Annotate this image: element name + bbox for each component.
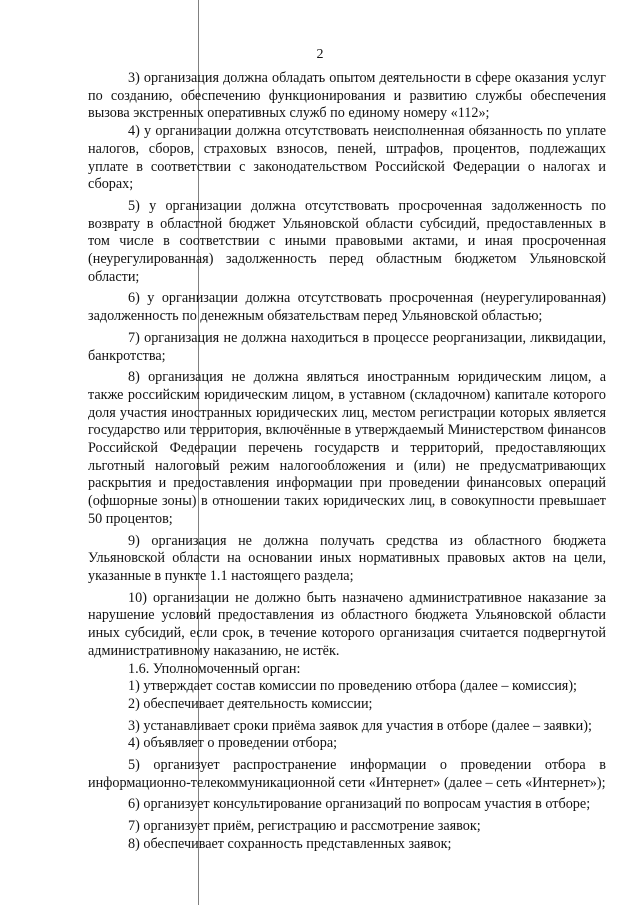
paragraph-item-7: 7) организация не должна находиться в процессе реорганизации, ликвидации, банкротства; bbox=[88, 329, 606, 364]
authority-item-2: 2) обеспечивает деятельность комиссии; bbox=[128, 695, 373, 712]
authority-item-5: 5) организует распространение информации о проведении отбора в информационно-телекоммуникационной сети «Интернет» (далее – сеть «Интернет»); bbox=[88, 757, 606, 791]
section-heading-1-6: 1.6. Уполномоченный орган: bbox=[128, 660, 301, 677]
paragraph-item-3: 3) организация должна обладать опытом деятельности в сфере оказания услуг по созданию, обеспечению функционирования и развитию службы обеспечения вызова экстренных оперативных служб по единому номеру «112»; bbox=[88, 70, 606, 122]
paragraph-item-9: 9) организация не должна получать средства из областного бюджета Ульяновской области на основании иных нормативных правовых актов на цели, указанные в пункте 1.1 настоящего раздела; bbox=[88, 532, 606, 584]
paragraph-item-10: 10) организации не должно быть назначено административное наказание за нарушение условий предоставления из областного бюджета Ульяновской области иных субсидий, если срок, в течение которого организация считается подвергнутой административному наказанию, не истёк. bbox=[88, 589, 606, 659]
authority-item-4: 4) объявляет о проведении отбора; bbox=[128, 735, 338, 752]
authority-item-1: 1) утверждает состав комиссии по проведению отбора (далее – комиссия); bbox=[128, 678, 577, 695]
paragraph-item-8: 8) организация не должна являться иностранным юридическим лицом, а также российским юридическим лицом, в уставном (складочном) капитале которого доля участия иностранных юридических лиц, местом регистрации которых является государство или территория, включённые в утверждаемый Министерством финансов Российской Федерации перечень государств и территорий, предоставляющих льготный налоговый режим налогообложения и (или) не предусматривающих раскрытия и предоставления информации при проведении финансовых операций (офшорные зоны) в отношении таких юридических лиц, в совокупности превышает 50 процентов; bbox=[88, 369, 606, 527]
page-number: 2 bbox=[316, 47, 324, 62]
authority-item-8: 8) обеспечивает сохранность представленных заявок; bbox=[128, 835, 452, 852]
authority-item-7: 7) организует приём, регистрацию и рассмотрение заявок; bbox=[128, 818, 481, 835]
document-body bbox=[88, 70, 606, 854]
authority-item-6: 6) организует консультирование организаций по вопросам участия в отборе; bbox=[128, 796, 591, 813]
paragraph-item-6: 6) у организации должна отсутствовать просроченная (неурегулированная) задолженность по денежным обязательствам перед Ульяновской областью; bbox=[88, 290, 606, 325]
authority-item-3: 3) устанавливает сроки приёма заявок для участия в отборе (далее – заявки); bbox=[128, 717, 592, 734]
paragraph-item-5: 5) у организации должна отсутствовать просроченная задолженность по возврату в областной бюджет Ульяновской области субсидий, предоставленных в том числе в соответствии с иными правовыми актами, и иная просроченная (неурегулированная) задолженность перед областным бюджетом Ульяновской области; bbox=[88, 197, 606, 285]
paragraph-item-4: 4) у организации должна отсутствовать неисполненная обязанность по уплате налогов, сборов, страховых взносов, пеней, штрафов, процентов, подлежащих уплате в соответствии с законодательством Российской Федерации о налогах и сборах; bbox=[88, 123, 606, 193]
